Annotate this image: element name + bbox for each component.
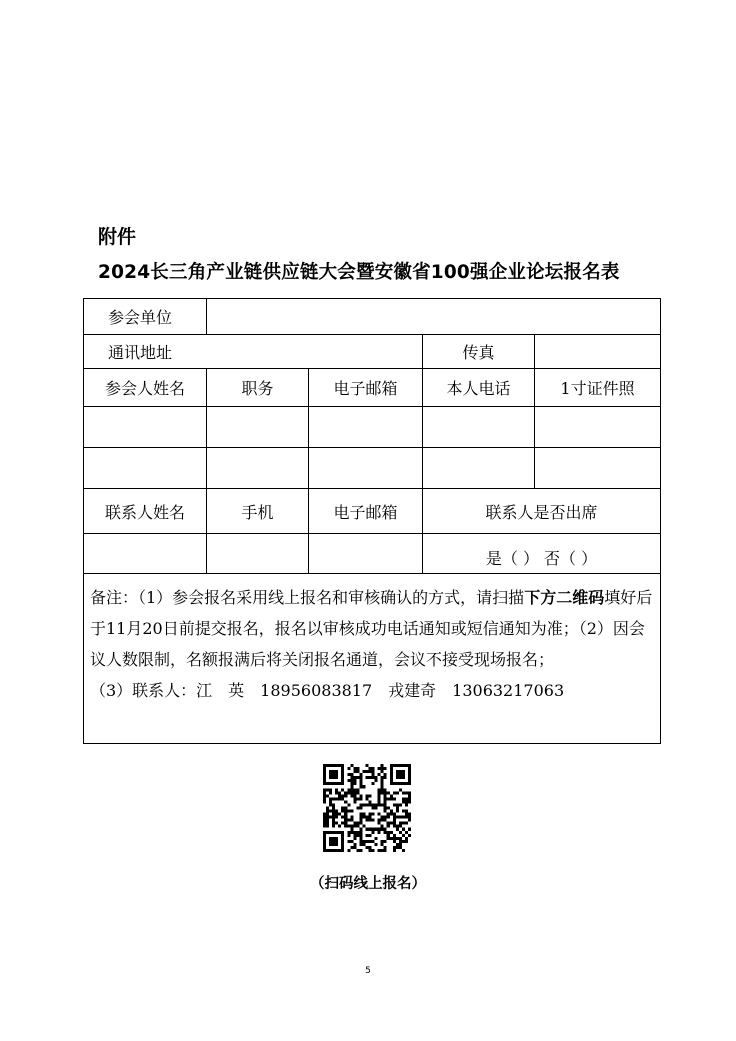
form-title: 2024长三角产业链供应链大会暨安徽省100强企业论坛报名表 [98, 262, 620, 283]
header-phone: 本人电话 [423, 369, 535, 407]
header-attendee-name: 参会人姓名 [84, 369, 207, 407]
notes-text-part1: 备注：（1）参会报名采用线上报名和审核确认的方式，请扫描 [90, 588, 525, 607]
contact-email-cell[interactable] [309, 534, 423, 574]
registration-form-table [83, 298, 661, 744]
contact-header-row [84, 489, 661, 534]
attendee-position-cell[interactable] [207, 448, 309, 489]
address-label: 通讯地址 [84, 335, 207, 369]
attendee-row [84, 407, 661, 448]
unit-row [84, 299, 661, 335]
attendee-phone-cell[interactable] [423, 448, 535, 489]
attendee-photo-cell[interactable] [535, 407, 661, 448]
header-contact-email: 电子邮箱 [309, 489, 423, 534]
attendee-email-cell[interactable] [309, 407, 423, 448]
attendee-name-cell[interactable] [84, 407, 207, 448]
contact-name-cell[interactable] [84, 534, 207, 574]
fax-label: 传真 [423, 335, 535, 369]
attendee-position-cell[interactable] [207, 407, 309, 448]
qr-code-icon[interactable] [323, 764, 411, 852]
attendee-row [84, 448, 661, 489]
unit-label: 参会单位 [84, 299, 207, 335]
notes-row [84, 574, 661, 744]
attachment-label: 附件 [98, 226, 137, 248]
fax-value-cell[interactable] [535, 335, 661, 369]
header-mobile: 手机 [207, 489, 309, 534]
header-contact-name: 联系人姓名 [84, 489, 207, 534]
notes-bold-qr: 下方二维码 [524, 588, 605, 607]
page-number: 5 [365, 966, 371, 976]
contact-mobile-cell[interactable] [207, 534, 309, 574]
attendee-photo-cell[interactable] [535, 448, 661, 489]
contact-row [84, 534, 661, 574]
notes-contacts: （3）联系人：江 英 18956083817 戎建奇 13063217063 [90, 681, 565, 700]
notes-text-part2: 填好后于11月20日前提交报名，报名以审核成功电话通知或短信通知为准；（2）因会议人数限制，名额报满后将关闭报名通道，会议不接受现场报名； [90, 588, 653, 669]
unit-value-cell[interactable] [207, 299, 661, 335]
address-value-cell[interactable] [207, 335, 423, 369]
attend-options[interactable]: 是（ ） 否（ ） [423, 534, 661, 574]
header-email: 电子邮箱 [309, 369, 423, 407]
header-contact-attend: 联系人是否出席 [423, 489, 661, 534]
qr-caption: （扫码线上报名） [310, 876, 426, 892]
notes-cell [84, 574, 661, 744]
attendee-phone-cell[interactable] [423, 407, 535, 448]
attendee-header-row [84, 369, 661, 407]
header-position: 职务 [207, 369, 309, 407]
attendee-name-cell[interactable] [84, 448, 207, 489]
attendee-email-cell[interactable] [309, 448, 423, 489]
header-photo: 1寸证件照 [535, 369, 661, 407]
address-row [84, 335, 661, 369]
